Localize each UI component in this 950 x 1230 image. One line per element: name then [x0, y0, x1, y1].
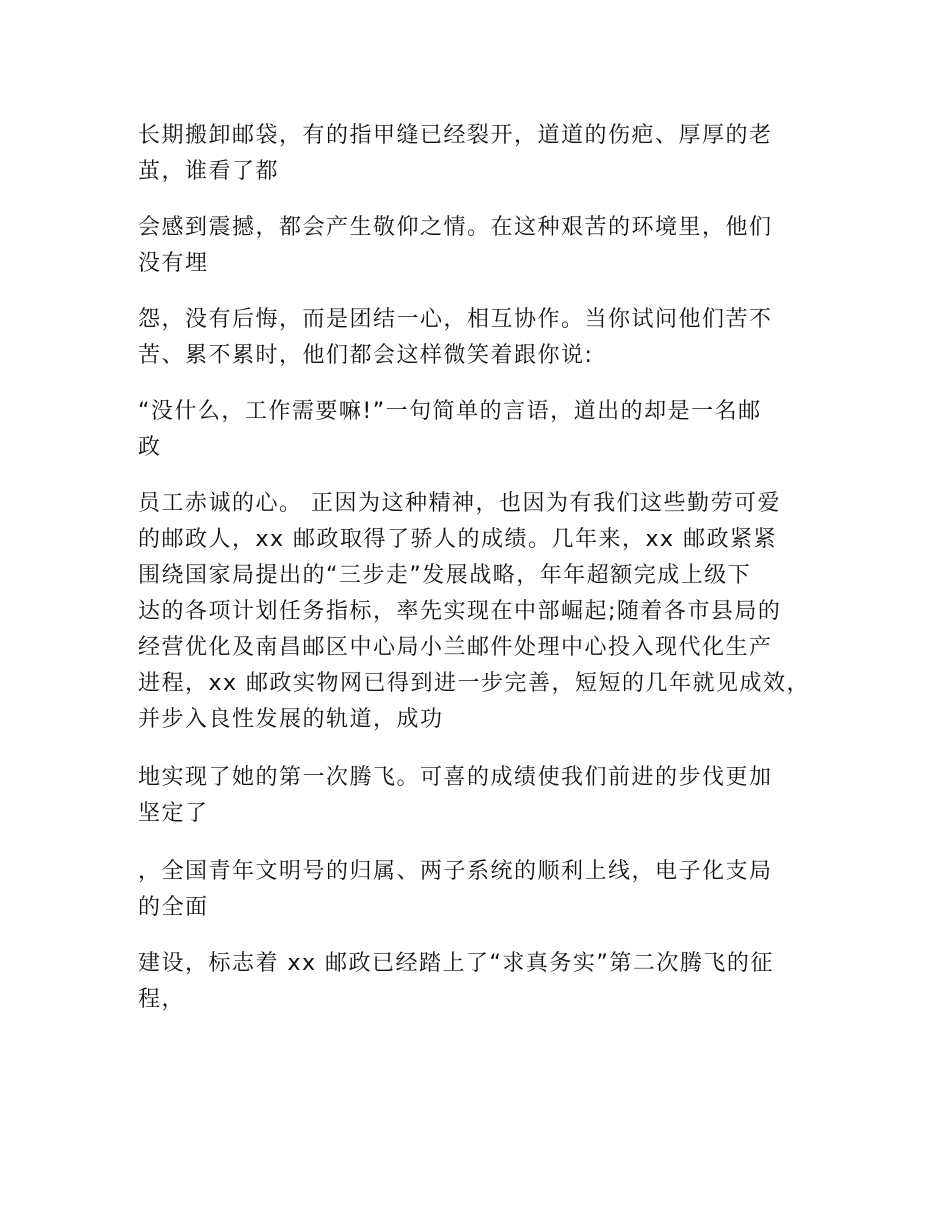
text-line: 会感到震撼，都会产生敬仰之情。在这种艰苦的环境里，他们 [138, 215, 773, 240]
text-line: 程， [138, 987, 186, 1012]
text-line: 并步入良性发展的轨道，成功 [138, 707, 444, 732]
text-line: 的邮政人，xx 邮政取得了骄人的成绩。几年来，xx 邮政紧紧 [138, 527, 778, 552]
paragraph-2 [138, 210, 838, 282]
text-line: 怨，没有后悔，而是团结一心，相互协作。当你试问他们苦不 [138, 307, 773, 332]
text-line: 长期搬卸邮袋，有的指甲缝已经裂开，道道的伤疤、厚厚的老 [138, 123, 773, 148]
text-line: ，全国青年文明号的归属、两子系统的顺利上线，电子化支局 [138, 859, 773, 884]
paragraph-8 [138, 946, 838, 1018]
paragraph-6 [138, 760, 838, 832]
text-line: “没什么，工作需要嘛!”一句简单的言语，道出的却是一名邮 [138, 399, 762, 424]
text-line: 建设，标志着 xx 邮政已经踏上了“求真务实”第二次腾飞的征 [138, 951, 774, 976]
text-line: 的全面 [138, 895, 209, 920]
text-line: 地实现了她的第一次腾飞。可喜的成绩使我们前进的步伐更加 [138, 765, 773, 790]
text-line: 经营优化及南昌邮区中心局小兰邮件处理中心投入现代化生产 [138, 635, 773, 660]
paragraph-7 [138, 854, 838, 926]
text-line: 政 [138, 435, 162, 460]
text-line: 进程，xx 邮政实物网已得到进一步完善，短短的几年就见成效， [138, 671, 811, 696]
text-line: 苦、累不累时，他们都会这样微笑着跟你说: [138, 343, 594, 368]
paragraph-4 [138, 394, 838, 466]
paragraph-3 [138, 302, 838, 374]
text-line: 坚定了 [138, 801, 209, 826]
text-line: 达的各项计划任务指标，率先实现在中部崛起;随着各市县局的 [138, 599, 782, 624]
text-line: 茧，谁看了都 [138, 159, 280, 184]
text-line: 没有埋 [138, 251, 209, 276]
paragraph-1 [138, 118, 838, 190]
paragraph-5 [138, 486, 838, 738]
text-line: 员工赤诚的心。 正因为这种精神，也因为有我们这些勤劳可爱 [138, 491, 781, 516]
text-line: 围绕国家局提出的“三步走”发展战略，年年超额完成上级下 [138, 563, 752, 588]
